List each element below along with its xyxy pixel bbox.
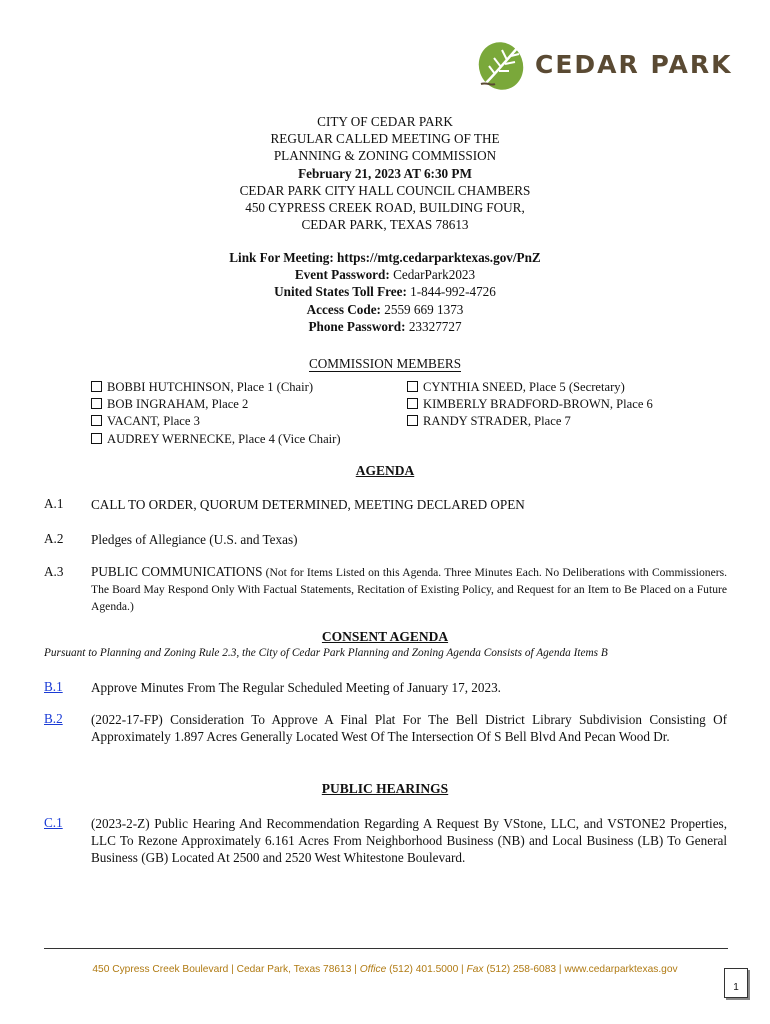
agenda-title: AGENDA xyxy=(355,463,415,478)
members-left-column xyxy=(91,379,341,448)
public-communications-heading: PUBLIC COMMUNICATIONS xyxy=(91,564,263,579)
consent-item-b2: (2022-17-FP) Consideration To Approve A Final Plat For The Bell District Library Subdivision Consisting Of Approximately 1.897 Acres Generally Located West Of The Intersection Of S Bell Blvd And Pecan Wood Dr. xyxy=(91,712,727,745)
phone-password-line xyxy=(0,318,770,335)
event-password-line xyxy=(0,266,770,283)
header-location: CEDAR PARK CITY HALL COUNCIL CHAMBERS xyxy=(239,182,531,198)
public-hearings-title: PUBLIC HEARINGS xyxy=(321,781,449,796)
meeting-link[interactable]: Link For Meeting: https://mtg.cedarparktexas.gov/PnZ xyxy=(229,250,541,265)
member-item: RANDY STRADER, Place 7 xyxy=(407,413,653,430)
member-item: KIMBERLY BRADFORD-BROWN, Place 6 xyxy=(407,396,653,413)
item-link-b1[interactable]: B.1 xyxy=(44,679,63,694)
member-item: VACANT, Place 3 xyxy=(91,413,341,430)
checkbox-icon[interactable] xyxy=(91,398,102,409)
consent-item-b1: Approve Minutes From The Regular Scheduled Meeting of January 17, 2023. xyxy=(91,680,501,695)
checkbox-icon[interactable] xyxy=(91,415,102,426)
item-number: A.3 xyxy=(44,564,64,579)
toll-free-value: 1-844-992-4726 xyxy=(410,284,496,300)
toll-free-line xyxy=(0,283,770,300)
leaf-logo-icon xyxy=(477,38,527,92)
hearing-item-c1: (2023-2-Z) Public Hearing And Recommendation Regarding A Request By VStone, LLC, and VSTONE2 Properties, LLC To Rezone Approximately 6.161 Acres From Neighborhood Business (NB) and Local Business (LB) To General Business (GB) Located At 2500 and 2520 West Whitestone Boulevard. xyxy=(91,816,727,866)
checkbox-icon[interactable] xyxy=(91,433,102,444)
logo-text: CEDAR PARK xyxy=(535,50,733,79)
header-commission: PLANNING & ZONING COMMISSION xyxy=(273,148,497,164)
agenda-item-a2: Pledges of Allegiance (U.S. and Texas) xyxy=(91,532,298,547)
header-meeting-type: REGULAR CALLED MEETING OF THE xyxy=(270,131,500,147)
checkbox-icon[interactable] xyxy=(91,381,102,392)
item-link-b2[interactable]: B.2 xyxy=(44,711,63,726)
meeting-header xyxy=(0,113,770,233)
access-code-line xyxy=(0,301,770,318)
event-password-label: Event Password: xyxy=(294,267,390,283)
header-address: 450 CYPRESS CREEK ROAD, BUILDING FOUR, xyxy=(245,200,525,216)
public-communications-text: (Not for Items Listed on this Agenda. Three Minutes Each. No Deliberations with Commissioners. The Board May Respond Only With Factual Statements, Recitation of Existing Policy, and Request for an Item to Be Placed on a Future Agenda.) xyxy=(91,566,727,613)
page-number: 1 xyxy=(724,968,748,998)
consent-agenda-note: Pursuant to Planning and Zoning Rule 2.3, the City of Cedar Park Planning and Zoning Agenda Consists of Agenda Items B xyxy=(44,647,608,659)
agenda-item-a3 xyxy=(91,563,727,615)
toll-free-label: United States Toll Free: xyxy=(274,284,407,300)
members-right-column xyxy=(407,379,653,431)
meeting-info xyxy=(0,249,770,335)
item-number: A.2 xyxy=(44,531,64,546)
event-password-value: CedarPark2023 xyxy=(393,267,476,283)
item-number: A.1 xyxy=(44,496,64,511)
header-city: CITY OF CEDAR PARK xyxy=(317,114,453,129)
item-link-c1[interactable]: C.1 xyxy=(44,815,63,830)
member-item: CYNTHIA SNEED, Place 5 (Secretary) xyxy=(407,379,653,396)
phone-password-value: 23327727 xyxy=(408,318,462,334)
footer-divider xyxy=(44,948,728,949)
phone-password-label: Phone Password: xyxy=(308,318,406,334)
footer-contact: 450 Cypress Creek Boulevard | Cedar Park, Texas 78613 | Office (512) 401.5000 | Fax (512) 258-6083 | www.cedarparktexas.gov xyxy=(92,964,678,975)
member-item: BOB INGRAHAM, Place 2 xyxy=(91,396,341,413)
agenda-item-a1: CALL TO ORDER, QUORUM DETERMINED, MEETING DECLARED OPEN xyxy=(91,497,525,512)
member-item: AUDREY WERNECKE, Place 4 (Vice Chair) xyxy=(91,431,341,448)
header-city-state: CEDAR PARK, TEXAS 78613 xyxy=(301,217,469,233)
checkbox-icon[interactable] xyxy=(407,381,418,392)
access-code-label: Access Code: xyxy=(306,301,381,317)
access-code-value: 2559 669 1373 xyxy=(384,301,464,317)
members-title: COMMISSION MEMBERS xyxy=(308,356,462,371)
checkbox-icon[interactable] xyxy=(407,415,418,426)
cedar-park-logo xyxy=(477,38,733,94)
member-item: BOBBI HUTCHINSON, Place 1 (Chair) xyxy=(91,379,341,396)
checkbox-icon[interactable] xyxy=(407,398,418,409)
header-date: February 21, 2023 AT 6:30 PM xyxy=(298,165,472,181)
consent-agenda-title: CONSENT AGENDA xyxy=(321,629,449,644)
